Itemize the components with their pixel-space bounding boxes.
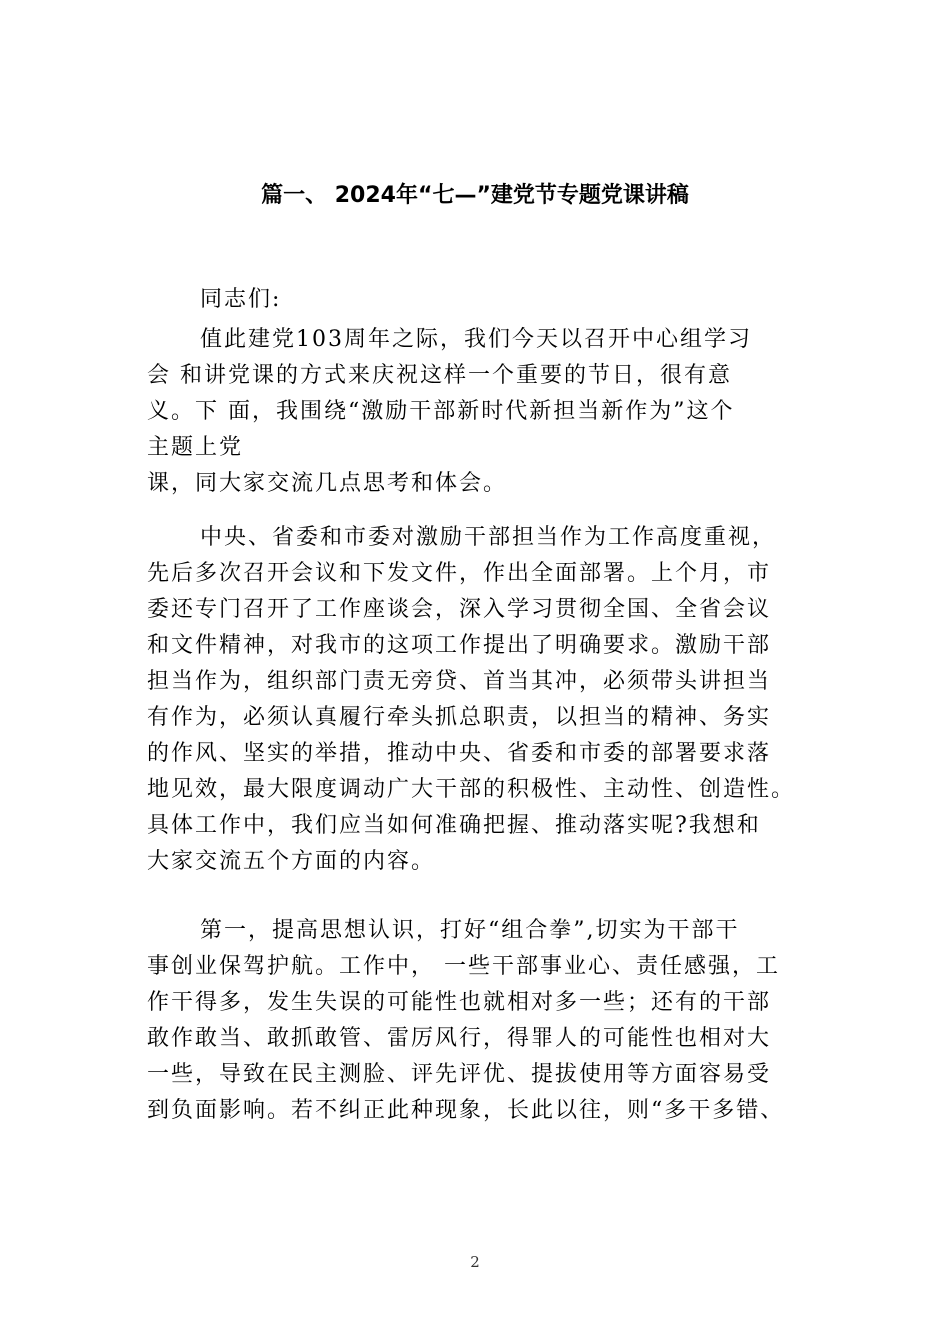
- paragraph-line: 具体工作中，我们应当如何准确把握、推动落实呢?我想和: [147, 813, 761, 838]
- paragraph-line: 担当作为，组织部门责无旁贷、首当其冲，必须带头讲担当: [147, 669, 772, 694]
- paragraph-line: 有作为，必须认真履行牵头抓总职责，以担当的精神、务实: [147, 705, 772, 730]
- paragraph-line: 敢作敢当、敢抓敢管、雷厉风行，得罪人的可能性也相对大: [147, 1026, 772, 1051]
- paragraph-line: 作干得多，发生失误的可能性也就相对多一些；还有的干部: [147, 990, 772, 1015]
- paragraph-line: 课，同大家交流几点思考和体会。: [147, 471, 508, 496]
- paragraph-line: 第一，提高思想认识，打好“组合拳”,切实为干部干: [200, 918, 740, 943]
- paragraph-line: 委还专门召开了工作座谈会，深入学习贯彻全国、全省会议: [147, 597, 772, 622]
- paragraph-line: 事创业保驾护航。工作中， 一些干部事业心、责任感强，工: [147, 954, 780, 979]
- paragraph-line: 值此建党103周年之际，我们今天以召开中心组学习: [200, 327, 752, 352]
- page-title: 篇一、 2024年“七—”建党节专题党课讲稿: [261, 183, 689, 208]
- paragraph-line: 先后多次召开会议和下发文件，作出全面部署。上个月，市: [147, 561, 772, 586]
- paragraph-1: [147, 322, 807, 502]
- paragraph-line: 义。下 面，我围绕“激励干部新时代新担当新作为”这个: [147, 399, 735, 424]
- paragraph-line: 中央、省委和市委对激励干部担当作为工作高度重视，: [200, 525, 777, 550]
- paragraph-line: 的作风、坚实的举措，推动中央、省委和市委的部署要求落: [147, 741, 772, 766]
- paragraph-line: 到负面影响。若不纠正此种现象，长此以往，则“多干多错、: [147, 1098, 785, 1123]
- paragraph-2: [147, 520, 807, 880]
- paragraph-3: [147, 913, 807, 1129]
- paragraph-line: 和文件精神，对我市的这项工作提出了明确要求。激励干部: [147, 633, 772, 658]
- paragraph-line: 一些，导致在民主测脸、评先评优、提拔使用等方面容易受: [147, 1062, 772, 1087]
- salutation: [147, 282, 807, 318]
- page-number: 2: [470, 1253, 480, 1271]
- paragraph-line: 大家交流五个方面的内容。: [147, 849, 436, 874]
- paragraph-line: 主题上党: [147, 435, 244, 460]
- salutation-line: 同志们:: [200, 287, 282, 312]
- paragraph-line: 地见效，最大限度调动广大干部的积极性、主动性、创造性。: [147, 777, 796, 802]
- paragraph-line: 会 和讲党课的方式来庆祝这样一个重要的节日，很有意: [147, 363, 732, 388]
